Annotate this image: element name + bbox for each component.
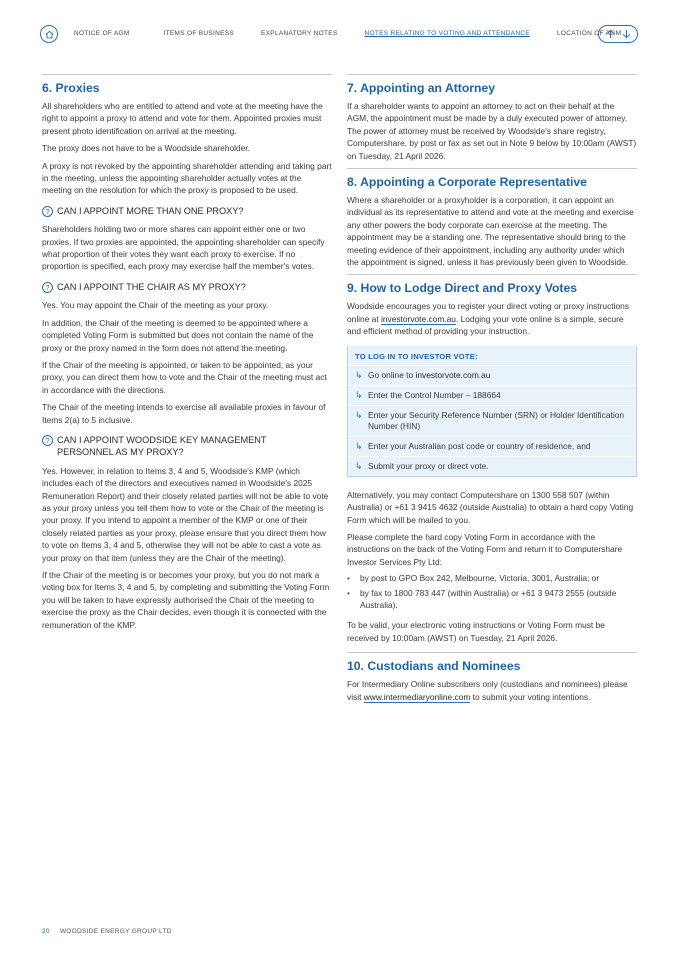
section-6-paragraph-1: All shareholders who are entitled to attend and vote at the meeting have the right to appoint a proxy to attend and vote for them. Appointed proxies must present photo identification on arrival at the meeting.	[42, 101, 323, 136]
login-step-4	[348, 436, 636, 456]
question-more-than-one-proxy	[42, 205, 332, 217]
investorvote-link[interactable]: investorvote.com.au	[415, 369, 491, 380]
nav-items-of-business[interactable]: ITEMS OF BUSINESS	[163, 30, 235, 37]
login-step-text: Enter the Control Number – 188664	[368, 389, 501, 400]
question-3-answer-1: Yes. However, in relation to Items 3, 4 and 5, Woodside's KMP (which includes each of the directors and executives named in Woodside's 2025 Remuneration Report) and their closely related parties will not be able to vote as your proxy unless you tell them how to vote or the Chair of the meeting is your proxy. If you intend to appoint a member of the KMP or one of their closely related parties as your proxy, please ensure that you direct them how to vote on Items 3, 4 and 5, otherwise they will not be able to cast a vote as your proxy on that item (unless they are the Chair of the meeting).	[42, 465, 329, 563]
corner-arrow-icon: ↳	[355, 460, 363, 471]
login-step-text	[368, 370, 490, 381]
nav-location-of-agm[interactable]: LOCATION OF AGM	[556, 30, 622, 37]
question-chair-as-proxy	[42, 281, 332, 293]
section-10-paragraph	[347, 678, 637, 703]
section-9-paragraph-4: To be valid, your electronic voting instructions or Voting Form must be received by 10:00am (AWST) on Tuesday, 21 April 2026.	[347, 620, 605, 643]
login-step-2	[348, 385, 636, 405]
section-8-title: 8. Appointing a Corporate Representative	[347, 175, 587, 190]
section-7-title: 7. Appointing an Attorney	[347, 81, 496, 95]
text-run: Go online to	[368, 369, 416, 380]
corner-arrow-icon: ↳	[355, 440, 363, 451]
right-column	[347, 74, 637, 703]
section-9-paragraph-1	[347, 300, 637, 337]
login-box-heading: TO LOG IN TO INVESTOR VOTE:	[355, 351, 478, 361]
nav-notes-voting-attendance[interactable]: NOTES RELATING TO VOTING AND ATTENDANCE	[364, 30, 530, 37]
section-9-title: 9. How to Lodge Direct and Proxy Votes	[347, 281, 578, 296]
question-2-answer-3: If the Chair of the meeting is appointed, or taken to be appointed, as your proxy, you can direct them how to vote and the Chair of the meeting must act in accordance with the directions.	[42, 359, 327, 395]
nav-explanatory-notes[interactable]: EXPLANATORY NOTES	[261, 30, 338, 37]
left-column	[42, 74, 332, 631]
list-item	[347, 587, 637, 612]
section-8-paragraph: Where a shareholder or a proxyholder is a corporation, it can appoint an individual as its representative to attend and vote at the meeting and exercise any other powers the body corporate can exercise at the meeting. The appointment may be a standing one. The representative should bring to the meeting evidence of their appointment, including any authority under which the appointment is signed, unless it has previously been given to Woodside.	[347, 195, 634, 268]
investorvote-link[interactable]: investorvote.com.au	[381, 313, 456, 324]
arrow-down-icon[interactable]	[622, 29, 631, 39]
login-step-text: Enter your Security Reference Number (SRN) or Holder Identification Number (HIN)	[368, 409, 625, 431]
question-text: CAN I APPOINT THE CHAIR AS MY PROXY?	[57, 281, 246, 292]
corner-arrow-icon: ↳	[355, 369, 363, 380]
home-button[interactable]	[40, 25, 58, 43]
section-9-paragraph-3: Please complete the hard copy Voting Form in accordance with the instructions on the back of the Voting Form and return it to Computershare Investor Services Pty Ltd:	[347, 531, 623, 567]
question-3-answer-2: If the Chair of the meeting is or becomes your proxy, but you do not mark a voting box for Items 3, 4 and 5, by completing and submitting the Voting Form you will be taken to have expressly authorised the Chair of the meeting to exercise the proxy as the Chair decides, even though it is connected with the remuneration of the KMP.	[42, 570, 330, 630]
question-2-answer-1: Yes. You may appoint the Chair of the meeting as your proxy.	[42, 300, 269, 311]
section-divider	[347, 274, 637, 275]
question-3-line-1: CAN I APPOINT WOODSIDE KEY MANAGEMENT	[57, 434, 267, 445]
text-run: . Lodging your vote online is a simple, secure and efficient method of providing your instruction.	[347, 313, 624, 337]
page-footer	[42, 928, 172, 935]
text-run: to submit your voting intentions.	[470, 691, 591, 702]
list-item-text: by post to GPO Box 242, Melbourne, Victoria, 3001, Australia; or	[360, 573, 600, 584]
question-2-answer-2: In addition, the Chair of the meeting is deemed to be appointed where a completed Voting Form is submitted but does not contain the name of the proxy or the proxy named in the form does not attend the meeting.	[42, 317, 314, 353]
login-step-text: Enter your Australian post code or country of residence, and	[368, 440, 591, 451]
question-kmp-as-proxy	[42, 434, 332, 459]
intermediaryonline-link[interactable]: www.intermediaryonline.com	[363, 691, 471, 702]
question-3-line-2: PERSONNEL AS MY PROXY?	[57, 447, 184, 458]
section-divider	[42, 74, 332, 75]
corner-arrow-icon: ↳	[355, 409, 363, 420]
login-step-1	[348, 365, 636, 385]
question-icon: ?	[42, 206, 53, 217]
question-text	[57, 434, 266, 459]
section-divider	[347, 652, 637, 653]
bullet-icon: •	[347, 573, 350, 584]
section-7-paragraph: If a shareholder wants to appoint an attorney to act on their behalf at the AGM, the appointment must be made by a duly executed power of attorney. The power of attorney must be received by Woodside's share registry, Computershare, by post or fax as set out in Note 9 below by 10:00am (AWST) on Tuesday, 21 April 2026.	[347, 101, 637, 161]
investor-vote-login-box	[347, 346, 637, 477]
list-item	[347, 572, 637, 584]
section-10-title: 10. Custodians and Nominees	[347, 659, 521, 674]
page-number: 20	[42, 928, 50, 935]
section-divider	[347, 74, 637, 75]
top-nav	[40, 25, 638, 45]
question-text: CAN I APPOINT MORE THAN ONE PROXY?	[57, 205, 244, 216]
question-icon: ?	[42, 282, 53, 293]
delivery-options-list	[347, 572, 637, 611]
section-6-paragraph-3: A proxy is not revoked by the appointing shareholder attending and taking part in the meeting, unless the appointing shareholder actually votes at the meeting on the resolution for which the proxy is proposed to be used.	[42, 160, 332, 196]
company-name: WOODSIDE ENERGY GROUP LTD	[59, 928, 172, 935]
section-6-title: 6. Proxies	[42, 81, 100, 95]
bullet-icon: •	[347, 587, 350, 598]
section-9-paragraph-2: Alternatively, you may contact Computershare on 1300 558 507 (within Australia) or +61 3 9415 4632 (outside Australia) to obtain a hard copy Voting Form which will be mailed to you.	[347, 489, 634, 525]
login-step-3	[348, 405, 636, 436]
page-nav-arrows	[598, 25, 638, 43]
nav-notice-of-agm[interactable]: NOTICE OF AGM	[74, 30, 130, 37]
list-item-text: by fax to 1800 783 447 (within Australia) or +61 3 9473 2555 (outside Australia).	[360, 587, 617, 610]
arrow-up-icon[interactable]	[606, 29, 615, 39]
corner-arrow-icon: ↳	[355, 389, 363, 400]
login-step-5	[348, 456, 636, 476]
text-run: Woodside encourages you to register your direct voting or proxy instructions online at	[347, 301, 629, 324]
home-icon	[45, 30, 54, 39]
section-divider	[347, 168, 637, 169]
question-2-answer-4: The Chair of the meeting intends to exercise all available proxies in favour of Items 2(a) to 5 inclusive.	[42, 402, 326, 425]
section-6-paragraph-2: The proxy does not have to be a Woodside shareholder.	[42, 143, 250, 154]
question-1-answer: Shareholders holding two or more shares can appoint either one or two proxies. If two proxies are appointed, the appointing shareholder can specify what proportion of their votes they want each proxy to exercise. If no proportion is specified, each proxy may exercise half the member's votes.	[42, 224, 325, 272]
login-step-text: Submit your proxy or direct vote.	[368, 460, 489, 471]
question-icon: ?	[42, 435, 53, 446]
text-run: For Intermediary Online subscribers only (custodians and nominees) please visit	[347, 679, 628, 702]
